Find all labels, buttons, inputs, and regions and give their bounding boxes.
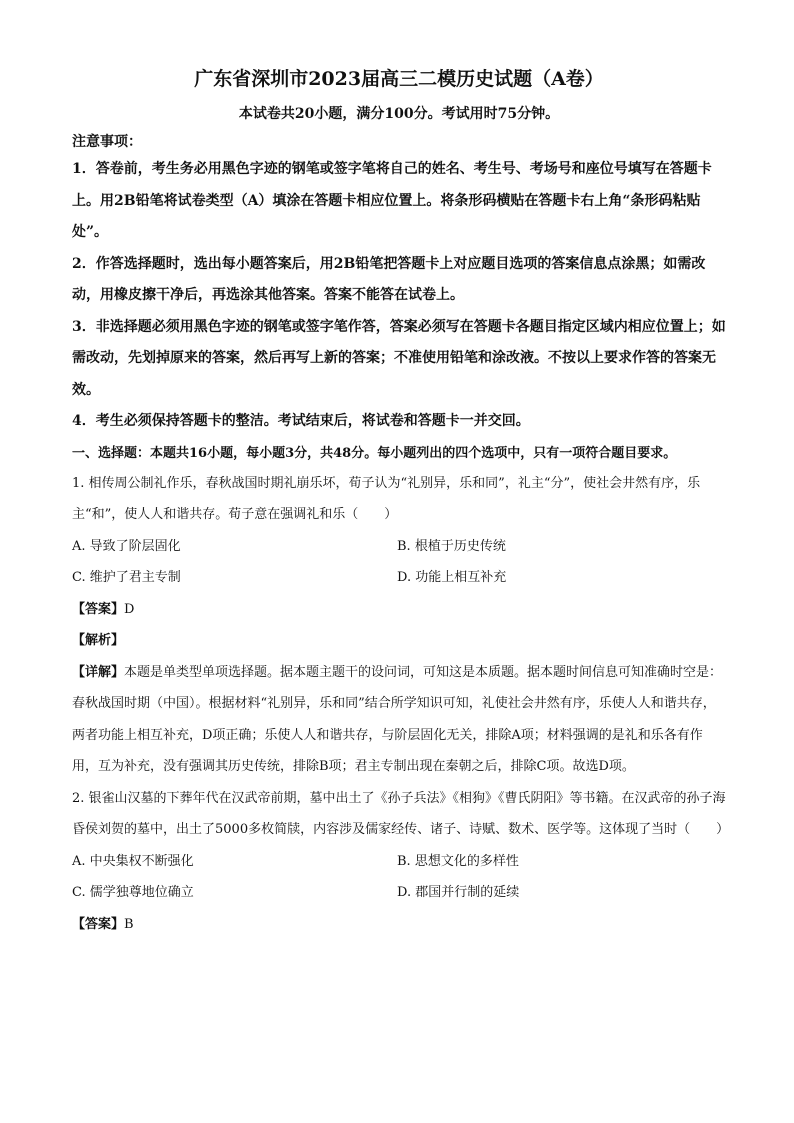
exam-info: 本试卷共20小题，满分100分。考试用时75分钟。 bbox=[238, 106, 560, 122]
option-list bbox=[72, 531, 726, 594]
answer-label: 【答案】 bbox=[72, 916, 125, 932]
question-stem: 2. 银雀山汉墓的下葬年代在汉武帝前期，墓中出土了《孙子兵法》《相狗》《曹氏阴阳》等书籍。在汉武帝的孙子海昏侯刘贺的墓中，出土了5000多枚简牍，内容涉及儒家经传、诸子、诗赋、数术、医学等。这体现了当时（ ） bbox=[72, 790, 730, 837]
detail-paragraph bbox=[72, 657, 726, 783]
option-d: D. 郡国并行制的延续 bbox=[397, 885, 520, 900]
option-a: A. 导致了阶层固化 bbox=[72, 538, 181, 554]
notice-item: 4．考生必须保持答题卡的整洁。考试结束后，将试卷和答题卡一并交回。 bbox=[72, 413, 530, 429]
detail-label: 【详解】 bbox=[72, 664, 125, 680]
option-b: B. 思想文化的多样性 bbox=[397, 853, 519, 869]
answer-line bbox=[72, 594, 726, 626]
option-a: A. 中央集权不断强化 bbox=[72, 853, 194, 869]
page-title: 广东省深圳市2023届高三二模历史试题（A卷） bbox=[194, 68, 604, 90]
option-b: B. 根植于历史传统 bbox=[397, 538, 506, 554]
option-c: C. 维护了君主专制 bbox=[72, 570, 181, 585]
section-heading: 一、选择题：本题共16小题，每小题3分，共48分。每小题列出的四个选项中，只有一项符合题目要求。 bbox=[72, 445, 677, 461]
question-stem: 1. 相传周公制礼作乐，春秋战国时期礼崩乐坏，荀子认为“礼别异，乐和同”，礼主“分”，使社会井然有序，乐主“和”，使人人和谐共存。荀子意在强调礼和乐（ ） bbox=[72, 475, 701, 522]
option-c: C. 儒学独尊地位确立 bbox=[72, 885, 194, 900]
analysis-line bbox=[72, 625, 726, 657]
question-2 bbox=[72, 783, 730, 941]
answer-label: 【答案】 bbox=[72, 601, 125, 617]
answer-line bbox=[72, 909, 726, 941]
notice-item: 3．非选择题必须用黑色字迹的钢笔或签字笔作答，答案必须写在答题卡各题目指定区域内相应位置上；如需改动，先划掉原来的答案，然后再写上新的答案；不准使用铅笔和涂改液。不按以上要求作答的答案无效。 bbox=[72, 318, 726, 398]
analysis-label: 【解析】 bbox=[72, 633, 125, 648]
answer-value: B bbox=[124, 916, 134, 932]
detail-text: 本题是单类型单项选择题。据本题主题干的设问词，可知这是本质题。据本题时间信息可知准确时空是：春秋战国时期（中国）。根据材料“礼别异，乐和同”结合所学知识可知，礼使社会井然有序，乐使人人和谐共存，两者功能上相互补充，D项正确；乐使人人和谐共存，与阶层固化无关，排除A项；材料强调的是礼和乐各有作用，互为补充，没有强调其历史传统，排除B项；君主专制出现在秦朝之后，排除C项。故选D项。 bbox=[72, 664, 723, 774]
notice-item: 1．答卷前，考生务必用黑色字迹的钢笔或签字笔将自己的姓名、考生号、考场号和座位号填写在答题卡上。用2B铅笔将试卷类型（A）填涂在答题卡相应位置上。将条形码横贴在答题卡右上角“条形码粘贴处”。 bbox=[72, 161, 712, 240]
option-d: D. 功能上相互补充 bbox=[397, 570, 507, 585]
question-1 bbox=[72, 468, 726, 783]
answer-value: D bbox=[124, 601, 135, 617]
option-list bbox=[72, 846, 726, 909]
notice-item: 2．作答选择题时，选出每小题答案后，用2B铅笔把答题卡上对应题目选项的答案信息点涂黑；如需改动，用橡皮擦干净后，再选涂其他答案。答案不能答在试卷上。 bbox=[72, 255, 706, 303]
exam-page bbox=[72, 64, 730, 940]
notice-list bbox=[72, 154, 726, 438]
notice-heading: 注意事项： bbox=[72, 134, 142, 150]
